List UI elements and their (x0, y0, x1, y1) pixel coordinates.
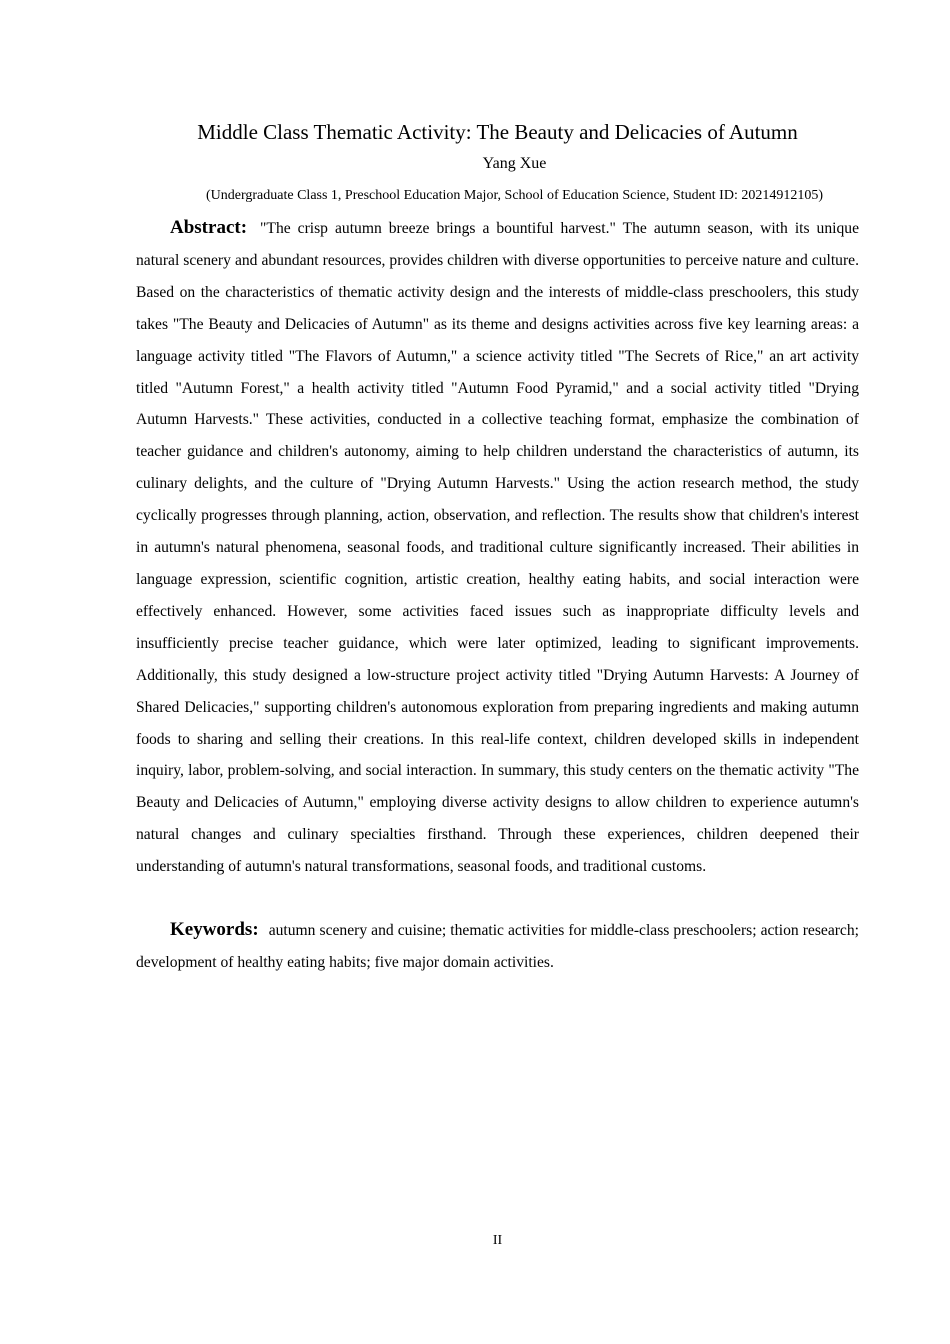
paper-title: Middle Class Thematic Activity: The Beauty and Delicacies of Autumn (197, 120, 798, 144)
keywords-paragraph (136, 914, 859, 978)
page-number: II (492, 1233, 503, 1248)
author-affiliation: (Undergraduate Class 1, Preschool Education Major, School of Education Science, Student ID: 20214912105) (206, 188, 823, 203)
keywords-label: Keywords: (170, 919, 259, 940)
abstract-label: Abstract: (170, 217, 248, 238)
abstract-text: "The crisp autumn breeze brings a bountiful harvest." The autumn season, with its unique natural scenery and abundant resources, provides children with diverse opportunities to perceive nature and culture. Based on the characteristics of thematic activity design and the interests of middle-class preschoolers, this study takes "The Beauty and Delicacies of Autumn" as its theme and designs activities across five key learning areas: a language activity titled "The Flavors of Autumn," a science activity titled "The Secrets of Rice," an art activity titled "Autumn Forest," a health activity titled "Autumn Food Pyramid," and a social activity titled "Drying Autumn Harvests." These activities, conducted in a collective teaching format, emphasize the combination of teacher guidance and children's autonomy, aiming to help children understand the characteristics of autumn, its culinary delights, and the culture of "Drying Autumn Harvests." Using the action research method, the study cyclically progresses through planning, action, observation, and reflection. The results show that children's interest in autumn's natural phenomena, seasonal foods, and traditional culture significantly increased. Their abilities in language expression, scientific cognition, artistic creation, healthy eating habits, and social interaction were effectively enhanced. However, some activities faced issues such as inappropriate difficulty levels and insufficiently precise teacher guidance, which were later optimized, leading to significant improvements. Additionally, this study designed a low-structure project activity titled "Drying Autumn Harvests: A Journey of Shared Delicacies," supporting children's autonomous exploration from preparing ingredients and making autumn foods to sharing and selling their creations. In this real-life context, children developed skills in independent inquiry, labor, problem-solving, and social interaction. In summary, this study centers on the thematic activity "The Beauty and Delicacies of Autumn," employing diverse activity designs to allow children to experience autumn's natural changes and culinary specialties firsthand. Through these experiences, children deepened their understanding of autumn's natural transformations, seasonal foods, and traditional customs. (136, 220, 859, 876)
abstract-paragraph (136, 212, 859, 883)
author-name: Yang Xue (482, 155, 547, 172)
keywords-text: autumn scenery and cuisine; thematic activities for middle-class preschoolers; action research; development of healthy eating habits; five major domain activities. (136, 922, 859, 971)
